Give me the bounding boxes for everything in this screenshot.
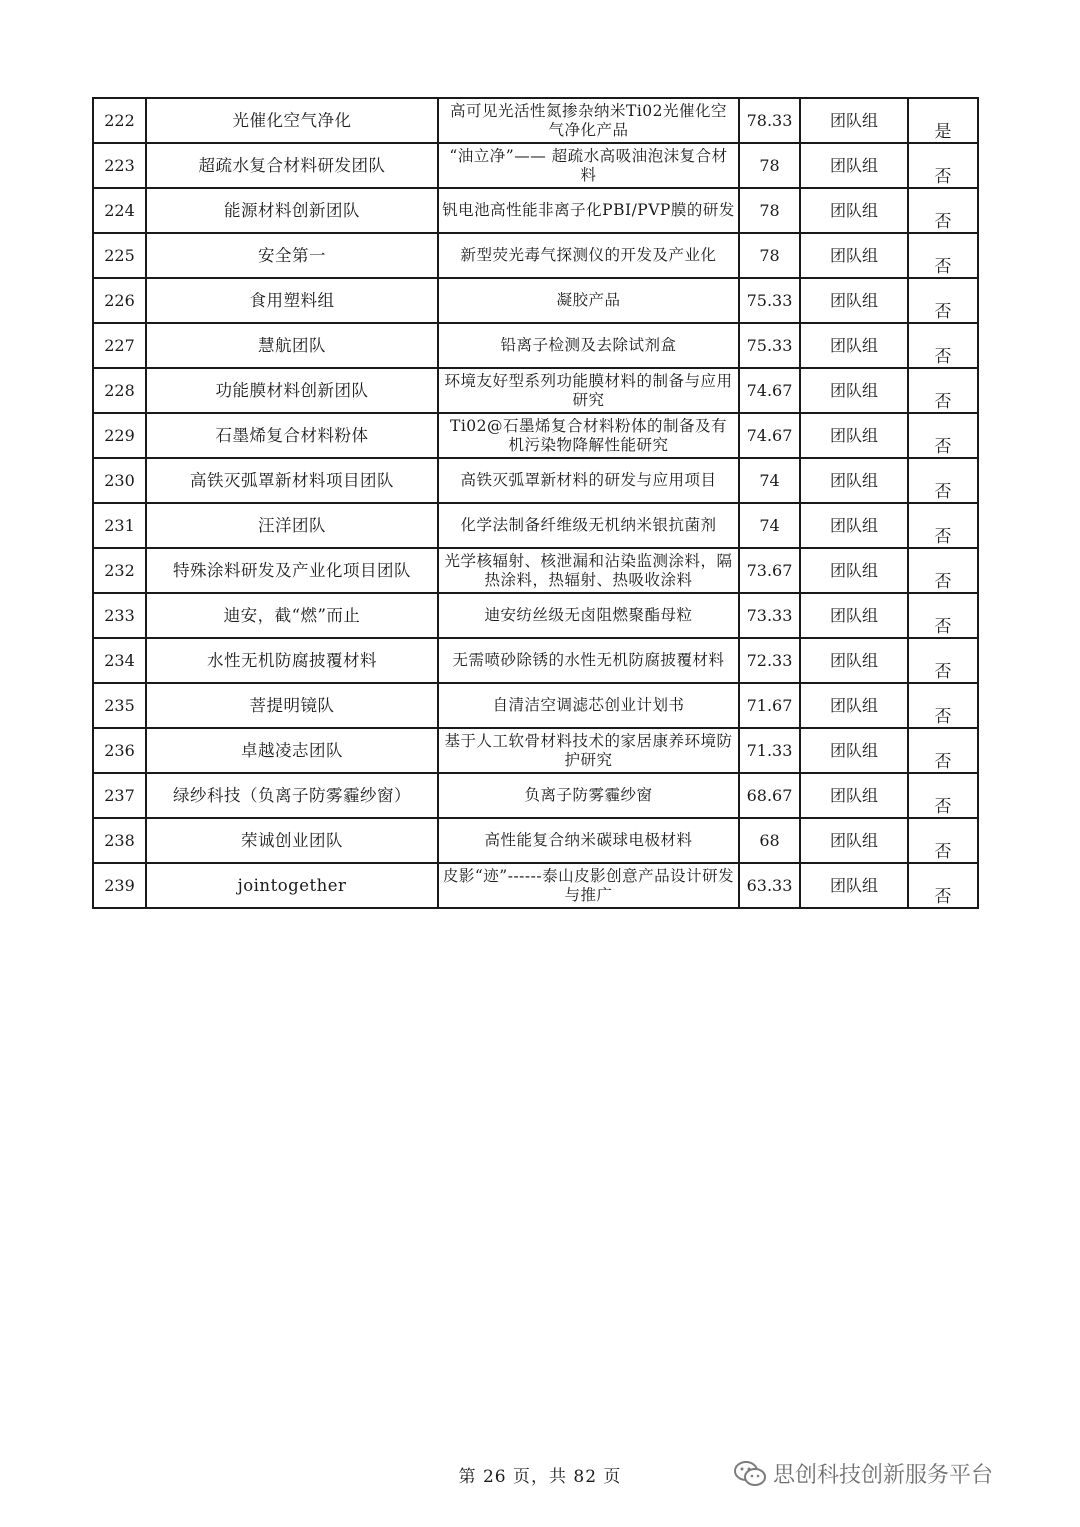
row-number-cell: 235	[93, 683, 146, 728]
score-cell: 74	[739, 458, 800, 503]
row-number-cell: 236	[93, 728, 146, 773]
score-cell: 63.33	[739, 863, 800, 908]
table-row	[93, 503, 978, 548]
award-cell: 否	[908, 593, 978, 638]
award-cell: 否	[908, 683, 978, 728]
award-cell: 否	[908, 278, 978, 323]
team-name-cell: 功能膜材料创新团队	[146, 368, 438, 413]
group-cell: 团队组	[800, 368, 908, 413]
page-number: 第 26 页，共 82 页	[458, 1467, 622, 1487]
team-name-cell: 卓越凌志团队	[146, 728, 438, 773]
award-cell: 否	[908, 458, 978, 503]
project-name-cell: 迪安纺丝级无卤阻燃聚酯母粒	[438, 593, 739, 638]
project-name-cell: 铅离子检测及去除试剂盒	[438, 323, 739, 368]
score-cell: 73.33	[739, 593, 800, 638]
award-cell: 否	[908, 863, 978, 908]
group-cell: 团队组	[800, 638, 908, 683]
table-row	[93, 278, 978, 323]
table-row	[93, 368, 978, 413]
group-cell: 团队组	[800, 278, 908, 323]
score-cell: 78.33	[739, 98, 800, 143]
row-number-cell: 233	[93, 593, 146, 638]
row-number-cell: 224	[93, 188, 146, 233]
row-number-cell: 226	[93, 278, 146, 323]
row-number-cell: 231	[93, 503, 146, 548]
team-name-cell: 荣诚创业团队	[146, 818, 438, 863]
group-cell: 团队组	[800, 818, 908, 863]
award-cell: 否	[908, 503, 978, 548]
group-cell: 团队组	[800, 548, 908, 593]
project-name-cell: “油立净”—— 超疏水高吸油泡沫复合材料	[438, 143, 739, 188]
project-name-cell: 基于人工软骨材料技术的家居康养环境防护研究	[438, 728, 739, 773]
group-cell: 团队组	[800, 728, 908, 773]
score-cell: 72.33	[739, 638, 800, 683]
award-cell: 否	[908, 233, 978, 278]
score-cell: 74.67	[739, 368, 800, 413]
team-name-cell: 慧航团队	[146, 323, 438, 368]
row-number-cell: 232	[93, 548, 146, 593]
group-cell: 团队组	[800, 98, 908, 143]
award-cell: 否	[908, 188, 978, 233]
project-name-cell: 凝胶产品	[438, 278, 739, 323]
table-body	[93, 98, 978, 908]
row-number-cell: 238	[93, 818, 146, 863]
project-name-cell: Ti02@石墨烯复合材料粉体的制备及有机污染物降解性能研究	[438, 413, 739, 458]
award-cell: 是	[908, 98, 978, 143]
row-number-cell: 228	[93, 368, 146, 413]
award-cell: 否	[908, 323, 978, 368]
score-cell: 75.33	[739, 323, 800, 368]
award-cell: 否	[908, 413, 978, 458]
score-cell: 71.67	[739, 683, 800, 728]
team-name-cell: 水性无机防腐披覆材料	[146, 638, 438, 683]
group-cell: 团队组	[800, 233, 908, 278]
table-row	[93, 233, 978, 278]
table-row	[93, 593, 978, 638]
project-name-cell: 高可见光活性氮掺杂纳米Ti02光催化空气净化产品	[438, 98, 739, 143]
table-row	[93, 638, 978, 683]
group-cell: 团队组	[800, 593, 908, 638]
group-cell: 团队组	[800, 143, 908, 188]
group-cell: 团队组	[800, 188, 908, 233]
project-name-cell: 自清洁空调滤芯创业计划书	[438, 683, 739, 728]
row-number-cell: 237	[93, 773, 146, 818]
score-cell: 74	[739, 503, 800, 548]
table-row	[93, 683, 978, 728]
project-name-cell: 光学核辐射、核泄漏和沾染监测涂料，隔热涂料，热辐射、热吸收涂料	[438, 548, 739, 593]
score-cell: 68	[739, 818, 800, 863]
award-cell: 否	[908, 638, 978, 683]
award-cell: 否	[908, 548, 978, 593]
award-cell: 否	[908, 143, 978, 188]
project-name-cell: 新型荧光毒气探测仪的开发及产业化	[438, 233, 739, 278]
team-name-cell: jointogether	[146, 863, 438, 908]
score-cell: 78	[739, 143, 800, 188]
score-cell: 71.33	[739, 728, 800, 773]
team-name-cell: 光催化空气净化	[146, 98, 438, 143]
group-cell: 团队组	[800, 863, 908, 908]
table-row	[93, 413, 978, 458]
row-number-cell: 229	[93, 413, 146, 458]
team-name-cell: 菩提明镜队	[146, 683, 438, 728]
group-cell: 团队组	[800, 503, 908, 548]
table-row	[93, 98, 978, 143]
row-number-cell: 225	[93, 233, 146, 278]
project-name-cell: 高性能复合纳米碳球电极材料	[438, 818, 739, 863]
group-cell: 团队组	[800, 458, 908, 503]
watermark	[733, 1458, 993, 1489]
wechat-icon	[733, 1460, 767, 1488]
table-row	[93, 773, 978, 818]
group-cell: 团队组	[800, 323, 908, 368]
row-number-cell: 222	[93, 98, 146, 143]
team-name-cell: 汪洋团队	[146, 503, 438, 548]
team-name-cell: 能源材料创新团队	[146, 188, 438, 233]
team-name-cell: 超疏水复合材料研发团队	[146, 143, 438, 188]
table-row	[93, 548, 978, 593]
score-cell: 78	[739, 188, 800, 233]
table-row	[93, 458, 978, 503]
project-name-cell: 高铁灭弧罩新材料的研发与应用项目	[438, 458, 739, 503]
project-name-cell: 无需喷砂除锈的水性无机防腐披覆材料	[438, 638, 739, 683]
score-cell: 68.67	[739, 773, 800, 818]
project-name-cell: 皮影“迹”------泰山皮影创意产品设计研发与推广	[438, 863, 739, 908]
table-row	[93, 818, 978, 863]
team-name-cell: 食用塑料组	[146, 278, 438, 323]
award-cell: 否	[908, 773, 978, 818]
score-cell: 78	[739, 233, 800, 278]
project-name-cell: 环境友好型系列功能膜材料的制备与应用研究	[438, 368, 739, 413]
team-name-cell: 高铁灭弧罩新材料项目团队	[146, 458, 438, 503]
table-row	[93, 863, 978, 908]
score-cell: 73.67	[739, 548, 800, 593]
row-number-cell: 239	[93, 863, 146, 908]
row-number-cell: 227	[93, 323, 146, 368]
group-cell: 团队组	[800, 683, 908, 728]
table-row	[93, 143, 978, 188]
group-cell: 团队组	[800, 413, 908, 458]
award-cell: 否	[908, 728, 978, 773]
team-name-cell: 石墨烯复合材料粉体	[146, 413, 438, 458]
score-cell: 74.67	[739, 413, 800, 458]
table-row	[93, 728, 978, 773]
table-row	[93, 323, 978, 368]
team-name-cell: 安全第一	[146, 233, 438, 278]
project-name-cell: 负离子防雾霾纱窗	[438, 773, 739, 818]
table-row	[93, 188, 978, 233]
row-number-cell: 230	[93, 458, 146, 503]
group-cell: 团队组	[800, 773, 908, 818]
row-number-cell: 223	[93, 143, 146, 188]
project-name-cell: 钒电池高性能非离子化PBI/PVP膜的研发	[438, 188, 739, 233]
results-table	[92, 97, 979, 909]
team-name-cell: 迪安，截“燃”而止	[146, 593, 438, 638]
score-cell: 75.33	[739, 278, 800, 323]
project-name-cell: 化学法制备纤维级无机纳米银抗菌剂	[438, 503, 739, 548]
award-cell: 否	[908, 818, 978, 863]
team-name-cell: 特殊涂料研发及产业化项目团队	[146, 548, 438, 593]
row-number-cell: 234	[93, 638, 146, 683]
award-cell: 否	[908, 368, 978, 413]
watermark-text: 思创科技创新服务平台	[773, 1463, 994, 1488]
team-name-cell: 绿纱科技（负离子防雾霾纱窗）	[146, 773, 438, 818]
